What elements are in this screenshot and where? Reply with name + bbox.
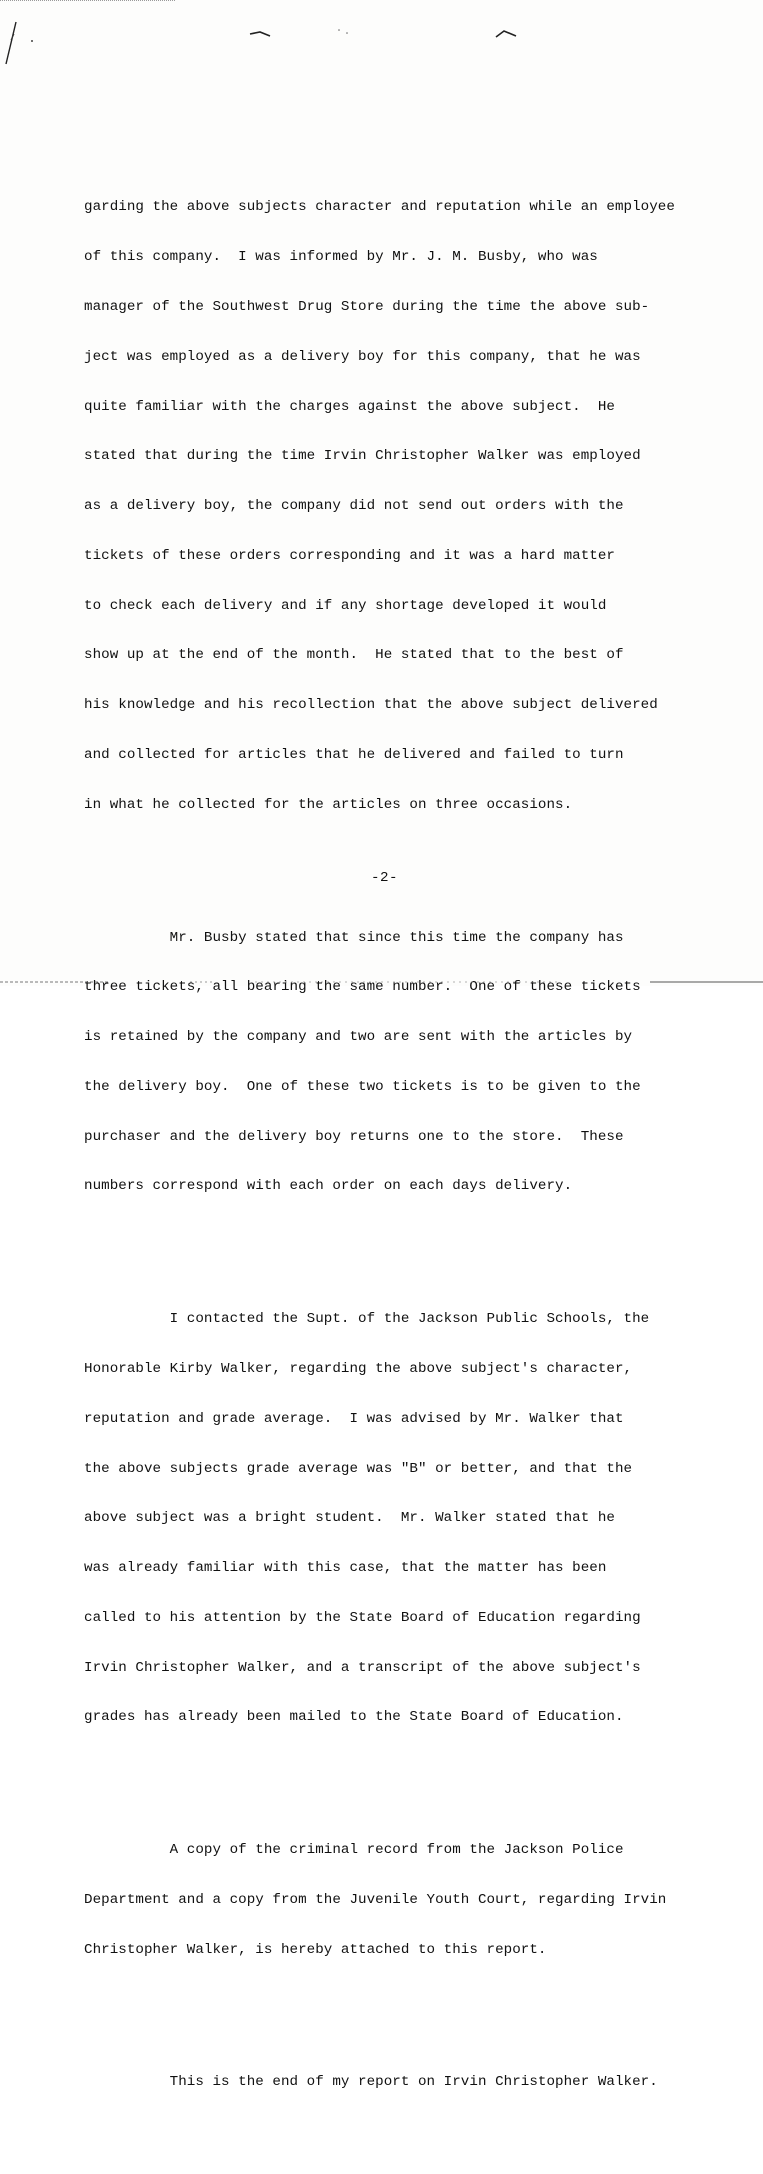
text-line: Honorable Kirby Walker, regarding the above subject's character, [84, 1360, 633, 1377]
text-line: the above subjects grade average was "B" or better, and that the [84, 1460, 633, 1477]
text-line: Christopher Walker, is hereby attached to this report. [84, 1941, 547, 1958]
paragraph-end-of-report [84, 2041, 724, 2124]
text-line: of this company. I was informed by Mr. J. M. Busby, who was [84, 249, 598, 266]
report-body [84, 133, 724, 2174]
text-line: A copy of the criminal record from the Jackson Police [84, 1842, 624, 1859]
text-line: ject was employed as a delivery boy for this company, that he was [84, 348, 641, 365]
text-line: above subject was a bright student. Mr. Walker stated that he [84, 1510, 615, 1527]
text-line: and collected for articles that he delivered and failed to turn [84, 746, 624, 763]
paragraph-criminal-record [84, 1809, 724, 1992]
text-line: the delivery boy. One of these two tickets is to be given to the [84, 1078, 641, 1095]
text-line: Irvin Christopher Walker, and a transcript of the above subject's [84, 1659, 641, 1676]
text-line: Mr. Busby stated that since this time the company has [84, 929, 624, 946]
text-line: is retained by the company and two are sent with the articles by [84, 1029, 633, 1046]
text-line: numbers correspond with each order on each days delivery. [84, 1178, 573, 1195]
text-line: stated that during the time Irvin Christopher Walker was employed [84, 448, 641, 465]
text-line: show up at the end of the month. He stated that to the best of [84, 647, 624, 664]
text-line: quite familiar with the charges against the above subject. He [84, 398, 615, 415]
paragraph-school-superintendent [84, 1278, 724, 1759]
handwritten-slash-mark [2, 20, 42, 70]
scan-mark [248, 28, 274, 42]
text-line: as a delivery boy, the company did not send out orders with the [84, 498, 624, 515]
scan-dotted-edge [0, 0, 175, 1]
paragraph-tickets [84, 896, 724, 1228]
text-line: manager of the Southwest Drug Store during the time the above sub- [84, 298, 650, 315]
text-line: I contacted the Supt. of the Jackson Public Schools, the [84, 1311, 650, 1328]
scan-mark [335, 24, 355, 38]
text-line: to check each delivery and if any shortage developed it would [84, 597, 607, 614]
scan-mark [494, 28, 518, 42]
text-line: in what he collected for the articles on three occasions. [84, 796, 573, 813]
text-line: garding the above subjects character and reputation while an employee [84, 199, 675, 216]
page-number: -2- [370, 870, 399, 886]
text-line: three tickets, all bearing the same number. One of these tickets [84, 979, 641, 996]
text-line: purchaser and the delivery boy returns one to the store. These [84, 1128, 624, 1145]
text-line: tickets of these orders corresponding and it was a hard matter [84, 547, 615, 564]
scan-bottom-edge [0, 978, 763, 984]
text-line: grades has already been mailed to the State Board of Education. [84, 1709, 624, 1726]
text-line: was already familiar with this case, that the matter has been [84, 1560, 607, 1577]
text-line: his knowledge and his recollection that the above subject delivered [84, 697, 658, 714]
text-line: reputation and grade average. I was advised by Mr. Walker that [84, 1410, 624, 1427]
text-line: This is the end of my report on Irvin Christopher Walker. [84, 2074, 658, 2091]
text-line: called to his attention by the State Board of Education regarding [84, 1609, 641, 1626]
paragraph-busby-interview [84, 166, 724, 846]
text-line: Department and a copy from the Juvenile Youth Court, regarding Irvin [84, 1891, 667, 1908]
